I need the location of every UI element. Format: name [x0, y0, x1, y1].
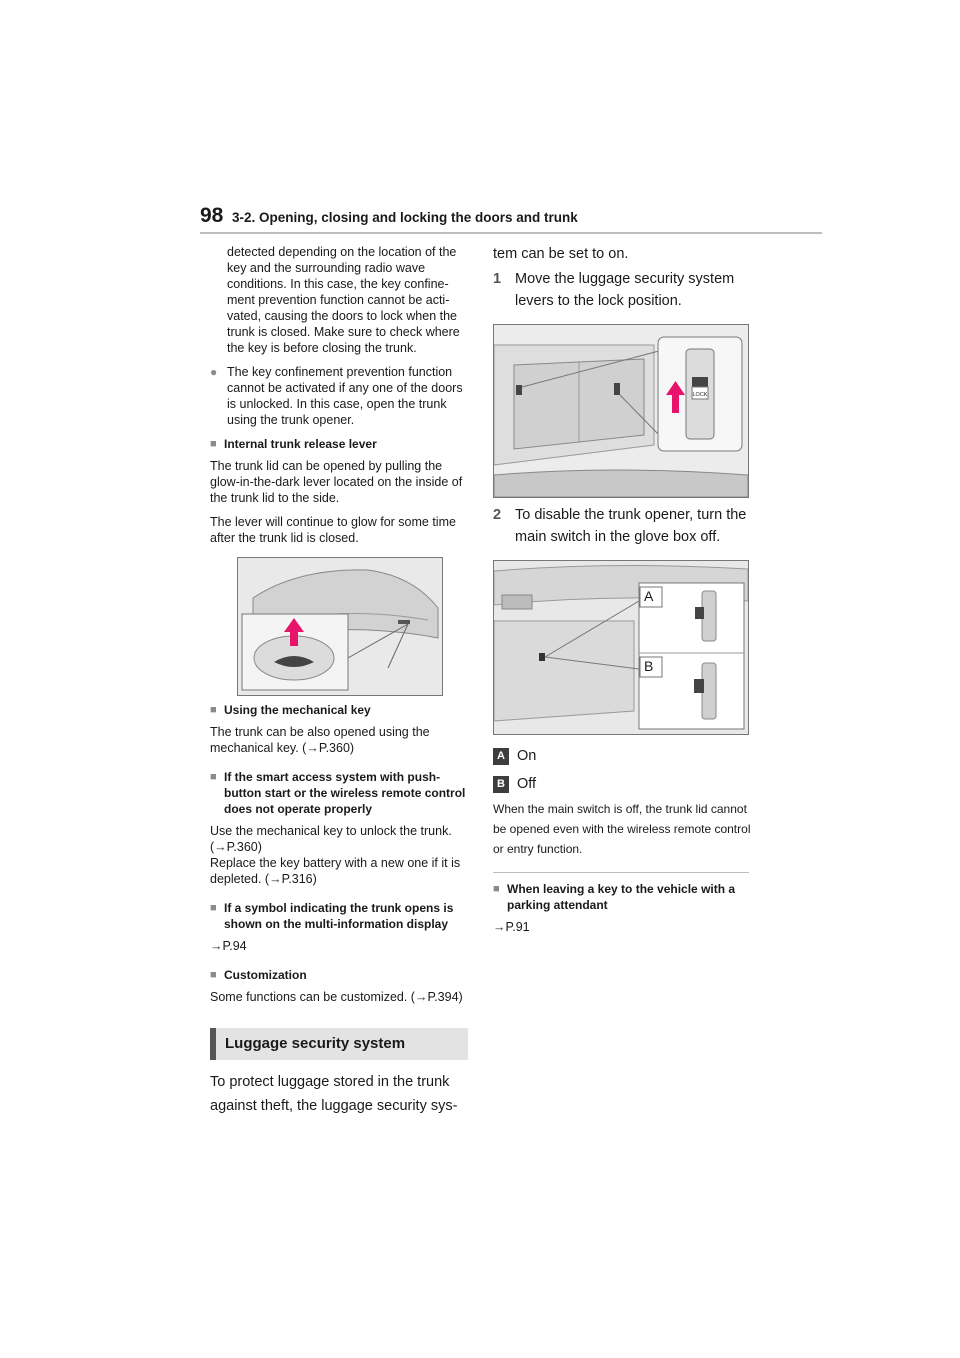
page-number: 98	[200, 204, 224, 227]
legend-off: B Off	[493, 770, 763, 798]
main-switch-note: When the main switch is off, the trunk lid cannot be opened even with the wireless remote control or entry function.	[493, 802, 751, 856]
page-reference-link[interactable]: P.360)	[318, 741, 355, 755]
arrow-right-icon: →	[214, 840, 227, 854]
luggage-lever-illustration	[493, 324, 749, 498]
arrow-right-icon: →	[414, 990, 428, 1004]
section-divider	[493, 872, 749, 873]
header-divider	[200, 232, 822, 234]
section-title: 3-2. Opening, closing and locking the doors and trunk	[232, 210, 578, 225]
left-column-lower	[210, 702, 468, 1013]
step-text: To disable the trunk opener, turn the main switch in the glove box off.	[515, 507, 747, 545]
subheading: ■ When leaving a key to the vehicle with a parking attendant	[493, 882, 736, 912]
switch-legend	[493, 742, 763, 798]
page-reference-link[interactable]: P.94	[222, 939, 247, 953]
page-reference-link[interactable]: P.91	[505, 920, 530, 934]
step-number: 1	[493, 271, 502, 287]
section-body: To protect luggage stored in the trunk against theft, the luggage security sys-	[210, 1074, 458, 1114]
step-1	[493, 268, 763, 312]
subheading: ■ Internal trunk release lever	[210, 437, 377, 451]
lock-label: LOCK	[692, 392, 708, 398]
lever-paragraph-2: The lever will continue to glow for some time after the trunk lid is closed.	[210, 515, 456, 545]
square-bullet-icon: ■	[210, 438, 217, 450]
section-heading: Luggage security system	[225, 1035, 406, 1052]
square-bullet-icon: ■	[210, 771, 217, 783]
subheading: ■ Customization	[210, 968, 307, 982]
section-heading-bar	[210, 1028, 468, 1060]
bullet-text: The key confinement prevention function cannot be activated if any one of the doors is unlocked. In this case, open the trunk using the trunk opener.	[227, 365, 463, 427]
badge-a: A	[493, 748, 509, 765]
legend-on: A On	[493, 742, 763, 770]
continuation-text: tem can be set to on.	[493, 246, 629, 262]
arrow-right-icon: →	[493, 920, 506, 934]
label-a: A	[644, 588, 654, 604]
smart-access-text-1: Use the mechanical key to unlock the trunk. (→P.360)	[210, 824, 452, 854]
label-b: B	[644, 658, 654, 674]
lever-paragraph-1: The trunk lid can be opened by pulling the glow-in-the-dark lever located on the inside of the trunk lid to the side.	[210, 459, 463, 505]
page-reference-link[interactable]: P.316)	[281, 872, 317, 886]
valet-section	[493, 881, 753, 943]
intro-paragraph: detected depending on the location of the key and the surrounding radio wave conditions. In this case, the key confine-ment prevention function cannot be acti-vated, causing the doors to lock when the trunk is closed. Make sure to check where the key is before closing the trunk.	[227, 245, 460, 355]
square-bullet-icon: ■	[210, 704, 217, 716]
bullet-icon: ●	[210, 365, 218, 379]
customization-text: Some functions can be customized. (→P.394)	[210, 990, 463, 1004]
square-bullet-icon: ■	[210, 969, 217, 981]
page-reference-link[interactable]: P.360)	[226, 840, 262, 854]
mechanical-key-text: The trunk can be also opened using the mechanical key. (→P.360)	[210, 725, 430, 755]
square-bullet-icon: ■	[210, 902, 217, 914]
bullet-item	[210, 364, 468, 428]
step-text: Move the luggage security system levers to the lock position.	[515, 271, 735, 309]
square-bullet-icon: ■	[493, 883, 500, 895]
arrow-right-icon: →	[210, 939, 223, 953]
page-reference-link[interactable]: P.394)	[427, 990, 463, 1004]
trunk-lever-illustration	[237, 557, 443, 696]
valet-ref	[493, 919, 753, 935]
subheading: ■ If the smart access system with push-button start or the wireless remote control does not operate properly	[210, 770, 466, 816]
subheading: ■ If a symbol indicating the trunk opens is shown on the multi-information display	[210, 901, 454, 931]
subheading: ■ Using the mechanical key	[210, 703, 371, 717]
smart-access-text-2: Replace the key battery with a new one if it is depleted. (→P.316)	[210, 856, 461, 886]
glove-box-switch-illustration	[493, 560, 749, 735]
badge-b: B	[493, 776, 509, 793]
step-2	[493, 504, 763, 548]
step-number: 2	[493, 507, 502, 523]
symbol-display-ref	[210, 938, 468, 954]
arrow-right-icon: →	[269, 872, 282, 886]
left-column	[210, 244, 468, 554]
arrow-right-icon: →	[306, 741, 319, 755]
